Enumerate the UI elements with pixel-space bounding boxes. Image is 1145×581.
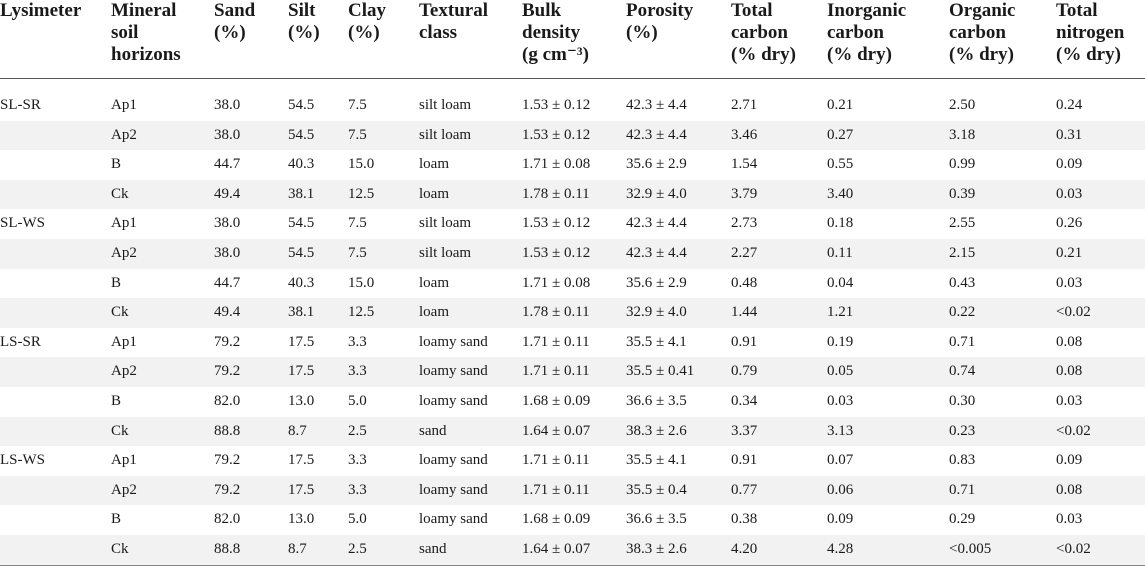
table-cell: 0.31 [1056, 126, 1083, 143]
table-cell: 0.34 [731, 392, 758, 409]
table-cell: 3.13 [827, 422, 854, 439]
table-cell: <0.02 [1056, 422, 1091, 439]
table-cell: 3.3 [348, 452, 367, 469]
table-cell: 13.0 [288, 511, 315, 528]
table-cell: 2.5 [348, 540, 367, 557]
table-cell: 12.5 [348, 304, 375, 321]
table-cell: 7.5 [348, 126, 367, 143]
table-cell: 1.53 ± 0.12 [522, 244, 591, 261]
header-organic-carbon: Organic carbon (% dry) [949, 0, 1016, 65]
table-cell: loamy sand [419, 392, 488, 409]
table-cell: loamy sand [419, 511, 488, 528]
table-cell: 0.26 [1056, 215, 1083, 232]
table-cell: 79.2 [214, 333, 241, 350]
table-cell: 0.05 [827, 363, 854, 380]
table-cell: 0.09 [827, 511, 854, 528]
table-cell: 54.5 [288, 215, 315, 232]
table-cell: loam [419, 304, 449, 321]
header-clay: Clay (%) [348, 0, 386, 43]
table-cell: 0.99 [949, 156, 976, 173]
table-cell: 35.5 ± 0.41 [626, 363, 695, 380]
table-cell: 0.48 [731, 274, 758, 291]
table-row [0, 476, 1145, 506]
table-cell: 17.5 [288, 452, 315, 469]
table-cell: 54.5 [288, 97, 315, 113]
table-cell: 2.50 [949, 97, 976, 113]
table-cell: 0.08 [1056, 481, 1083, 498]
table-cell: 0.24 [1056, 97, 1083, 113]
table-cell: 38.0 [214, 97, 241, 113]
table-cell: 2.15 [949, 244, 976, 261]
table-cell: 79.2 [214, 481, 241, 498]
table-cell: 44.7 [214, 274, 241, 291]
table-cell: 3.37 [731, 422, 758, 439]
table-cell: 0.39 [949, 185, 976, 202]
table-cell: 4.20 [731, 540, 758, 557]
table-cell: 7.5 [348, 97, 367, 113]
table-cell: 0.91 [731, 452, 758, 469]
table-cell: 1.21 [827, 304, 854, 321]
table-cell: 17.5 [288, 333, 315, 350]
header-total-nitrogen: Total nitrogen (% dry) [1056, 0, 1125, 65]
header-silt: Silt (%) [288, 0, 320, 43]
table-cell: 38.0 [214, 244, 241, 261]
table-cell: LS-WS [0, 452, 45, 469]
header-inorganic-carbon: Inorganic carbon (% dry) [827, 0, 907, 65]
table-cell: silt loam [419, 244, 472, 261]
table-cell: 0.07 [827, 452, 854, 469]
table-cell: 0.19 [827, 333, 854, 350]
table-cell: 40.3 [288, 156, 315, 173]
table-cell: Ap1 [111, 215, 137, 232]
table-cell: SL-SR [0, 97, 41, 113]
table-cell: 3.79 [731, 185, 758, 202]
table-cell: 36.6 ± 3.5 [626, 511, 687, 528]
table-cell: 0.29 [949, 511, 976, 528]
table-cell: 7.5 [348, 215, 367, 232]
table-cell: B [111, 156, 122, 173]
table-cell: 0.43 [949, 274, 976, 291]
table-cell: 0.27 [827, 126, 854, 143]
table-cell: Ap1 [111, 333, 137, 350]
table-cell: 38.1 [288, 185, 315, 202]
table-row [0, 387, 1145, 417]
table-cell: 38.0 [214, 126, 241, 143]
table-cell: 54.5 [288, 244, 315, 261]
table-cell: 0.11 [827, 244, 853, 261]
table-cell: Ck [111, 422, 129, 439]
table-cell: Ap2 [111, 244, 137, 261]
table-cell: 0.08 [1056, 363, 1083, 380]
table-header [0, 0, 1145, 79]
table-cell: 32.9 ± 4.0 [626, 304, 687, 321]
table-cell: 79.2 [214, 363, 241, 380]
table-cell: loamy sand [419, 363, 488, 380]
table-row [0, 150, 1145, 180]
table-cell: 2.55 [949, 215, 976, 232]
table-cell: loamy sand [419, 481, 488, 498]
table-cell: 1.78 ± 0.11 [522, 185, 590, 202]
table-cell: 0.30 [949, 392, 976, 409]
table-cell: <0.005 [949, 540, 992, 557]
table-cell: 1.71 ± 0.08 [522, 274, 591, 291]
table-cell: 0.09 [1056, 156, 1083, 173]
header-lysimeter: Lysimeter [0, 0, 82, 21]
table-cell: 8.7 [288, 540, 307, 557]
table-bottom-rule [0, 565, 1145, 567]
table-cell: 3.18 [949, 126, 976, 143]
table-cell: 44.7 [214, 156, 241, 173]
table-cell: loamy sand [419, 452, 488, 469]
table-cell: 1.71 ± 0.08 [522, 156, 591, 173]
table-cell: 3.3 [348, 333, 367, 350]
table-cell: 0.91 [731, 333, 758, 350]
table-cell: 2.5 [348, 422, 367, 439]
table-cell: silt loam [419, 97, 472, 113]
table-cell: 1.71 ± 0.11 [522, 481, 590, 498]
table-row [0, 535, 1145, 565]
table-row [0, 180, 1145, 210]
table-cell: 1.44 [731, 304, 758, 321]
table-cell: 0.79 [731, 363, 758, 380]
table-cell: 79.2 [214, 452, 241, 469]
table-cell: 3.3 [348, 363, 367, 380]
table-cell: Ap2 [111, 363, 137, 380]
table-cell: 42.3 ± 4.4 [626, 97, 687, 113]
table-cell: sand [419, 540, 447, 557]
table-cell: 38.3 ± 2.6 [626, 422, 687, 439]
table-cell: 49.4 [214, 304, 241, 321]
table-cell: 3.40 [827, 185, 854, 202]
table-cell: 1.54 [731, 156, 758, 173]
table-cell: 38.1 [288, 304, 315, 321]
table-cell: 1.71 ± 0.11 [522, 333, 590, 350]
table-cell: 1.68 ± 0.09 [522, 511, 591, 528]
header-porosity: Porosity (%) [626, 0, 694, 43]
table-cell: 7.5 [348, 244, 367, 261]
table-row [0, 239, 1145, 269]
table-cell: 3.3 [348, 481, 367, 498]
table-cell: 0.03 [827, 392, 854, 409]
table-cell: 1.64 ± 0.07 [522, 540, 591, 557]
table-cell: 0.22 [949, 304, 976, 321]
table-cell: 0.03 [1056, 274, 1083, 291]
table-row [0, 328, 1145, 358]
table-cell: 0.38 [731, 511, 758, 528]
table-cell: 35.5 ± 0.4 [626, 481, 687, 498]
table-cell: 36.6 ± 3.5 [626, 392, 687, 409]
table-cell: 1.78 ± 0.11 [522, 304, 590, 321]
table-cell: 1.53 ± 0.12 [522, 215, 591, 232]
table-cell: B [111, 511, 122, 528]
table-row [0, 417, 1145, 447]
header-bulk-density: Bulk density (g cm⁻³) [522, 0, 589, 65]
table-cell: 0.03 [1056, 511, 1083, 528]
table-cell: 35.6 ± 2.9 [626, 274, 687, 291]
table-cell: 17.5 [288, 481, 315, 498]
table-cell: Ck [111, 185, 129, 202]
table-cell: 12.5 [348, 185, 375, 202]
table-cell: 0.21 [1056, 244, 1083, 261]
table-cell: SL-WS [0, 215, 45, 232]
table-cell: 0.71 [949, 333, 976, 350]
header-total-carbon: Total carbon (% dry) [731, 0, 796, 65]
table-cell: 1.53 ± 0.12 [522, 126, 591, 143]
table-row [0, 298, 1145, 328]
table-row [0, 357, 1145, 387]
table-cell: 2.27 [731, 244, 758, 261]
table-cell: silt loam [419, 126, 472, 143]
table-cell: 54.5 [288, 126, 315, 143]
table-cell: 17.5 [288, 363, 315, 380]
table-cell: 5.0 [348, 511, 367, 528]
table-cell: 1.64 ± 0.07 [522, 422, 591, 439]
table-cell: loam [419, 185, 449, 202]
table-row [0, 446, 1145, 476]
table-cell: 0.08 [1056, 333, 1083, 350]
header-horizons: Mineral soil horizons [111, 0, 181, 65]
table-body [0, 91, 1145, 565]
table-cell: 0.18 [827, 215, 854, 232]
table-cell: <0.02 [1056, 540, 1091, 557]
table-cell: 1.71 ± 0.11 [522, 363, 590, 380]
table-cell: 1.71 ± 0.11 [522, 452, 590, 469]
table-cell: Ck [111, 304, 129, 321]
table-cell: 15.0 [348, 274, 375, 291]
header-textural-class: Textural class [419, 0, 488, 43]
table-cell: B [111, 392, 122, 409]
table-row [0, 269, 1145, 299]
table-cell: 35.6 ± 2.9 [626, 156, 687, 173]
table-cell: 0.06 [827, 481, 854, 498]
table-cell: 0.71 [949, 481, 976, 498]
table-cell: 42.3 ± 4.4 [626, 126, 687, 143]
table-cell: 0.03 [1056, 185, 1083, 202]
table-cell: 88.8 [214, 422, 241, 439]
table-cell: 0.21 [827, 97, 854, 113]
table-cell: 15.0 [348, 156, 375, 173]
table-row [0, 121, 1145, 151]
table-cell: 32.9 ± 4.0 [626, 185, 687, 202]
table-cell: sand [419, 422, 447, 439]
table-cell: 0.55 [827, 156, 854, 173]
table-cell: Ck [111, 540, 129, 557]
table-row [0, 91, 1145, 121]
table-cell: 0.23 [949, 422, 976, 439]
table-cell: 35.5 ± 4.1 [626, 452, 687, 469]
table-cell: 40.3 [288, 274, 315, 291]
table-cell: 3.46 [731, 126, 758, 143]
table-row [0, 209, 1145, 239]
table-cell: 0.83 [949, 452, 976, 469]
table-cell: 4.28 [827, 540, 854, 557]
table-cell: 38.3 ± 2.6 [626, 540, 687, 557]
header-sand: Sand (%) [214, 0, 256, 43]
table-cell: loam [419, 274, 449, 291]
table-cell: 13.0 [288, 392, 315, 409]
table-cell: 0.04 [827, 274, 854, 291]
table-cell: 2.71 [731, 97, 758, 113]
table-cell: 0.03 [1056, 392, 1083, 409]
table-cell: 8.7 [288, 422, 307, 439]
table-row [0, 505, 1145, 535]
table-cell: 82.0 [214, 392, 241, 409]
table-cell: Ap1 [111, 97, 137, 113]
table-cell: loam [419, 156, 449, 173]
table-cell: silt loam [419, 215, 472, 232]
table-cell: 2.73 [731, 215, 758, 232]
table-cell: 1.53 ± 0.12 [522, 97, 591, 113]
table-cell: 0.74 [949, 363, 976, 380]
table-cell: Ap2 [111, 126, 137, 143]
table-cell: 88.8 [214, 540, 241, 557]
table-cell: B [111, 274, 122, 291]
table-cell: loamy sand [419, 333, 488, 350]
table-cell: 5.0 [348, 392, 367, 409]
table-cell: LS-SR [0, 333, 41, 350]
table-cell: 0.77 [731, 481, 758, 498]
table-cell: 0.09 [1056, 452, 1083, 469]
table-cell: Ap1 [111, 452, 137, 469]
table-cell: 1.68 ± 0.09 [522, 392, 591, 409]
table-cell: 35.5 ± 4.1 [626, 333, 687, 350]
table-cell: 82.0 [214, 511, 241, 528]
table-cell: 42.3 ± 4.4 [626, 215, 687, 232]
table-cell: 49.4 [214, 185, 241, 202]
table-cell: Ap2 [111, 481, 137, 498]
table-cell: 38.0 [214, 215, 241, 232]
table-cell: 42.3 ± 4.4 [626, 244, 687, 261]
table-cell: <0.02 [1056, 304, 1091, 321]
